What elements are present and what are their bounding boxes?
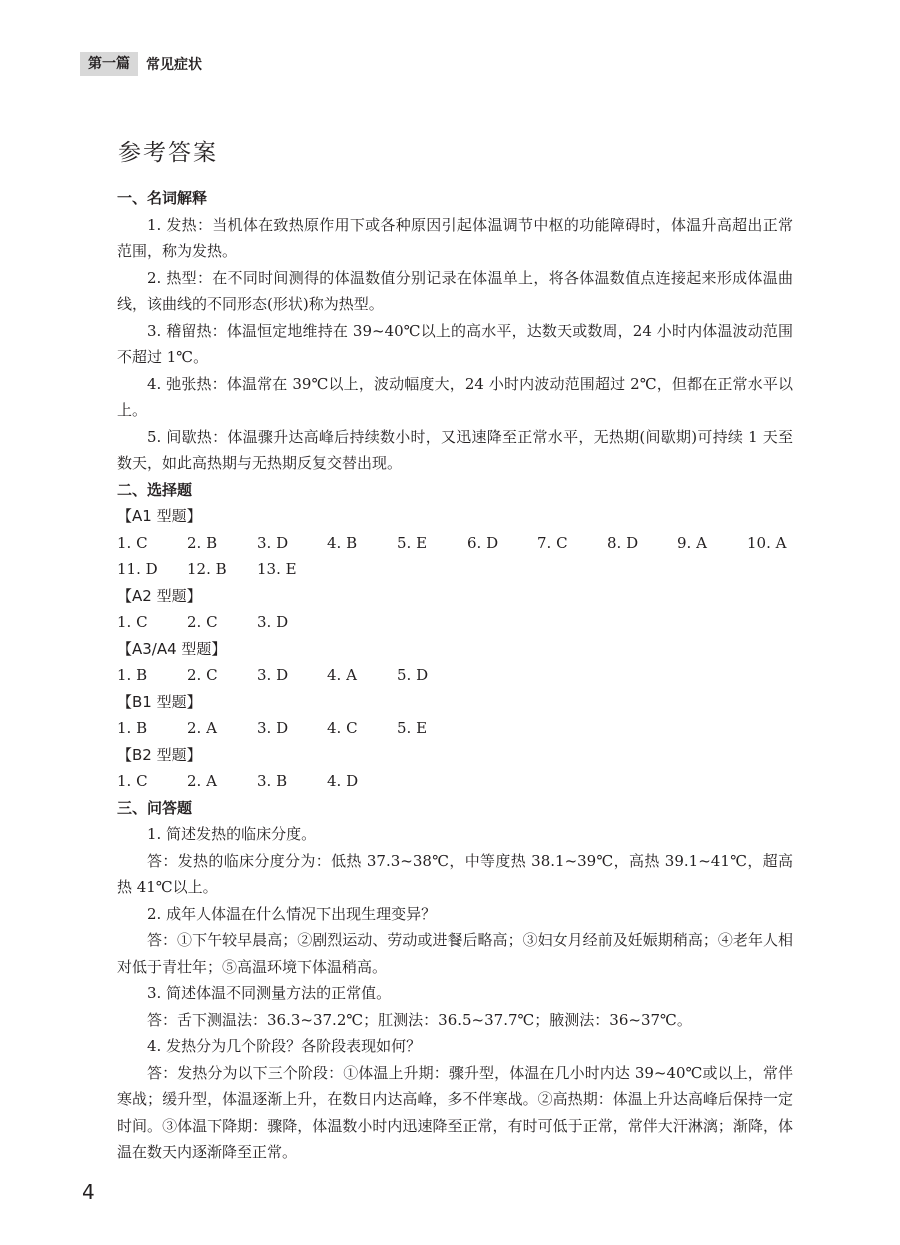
answer-list-a1 [117,530,793,583]
answer-item: 13. E [257,560,297,578]
answer-item: 3. D [257,719,289,737]
answer-item: 10. A [747,533,787,552]
answer-item: 2. C [187,613,218,631]
answer: 答：①下午较早晨高；②剧烈运动、劳动或进餐后略高；③妇女月经前及妊娠期稍高；④老年人相对低于青壮年；⑤高温环境下体温稍高。 [117,931,793,976]
section-heading-definitions: 一、名词解释 [117,189,208,207]
definition-item: 3. 稽留热：体温恒定地维持在 39~40℃以上的高水平，达数天或数周，24 小时内体温波动范围不超过 1℃。 [117,321,793,366]
answer-item: 5. E [397,719,428,737]
answer-item: 1. C [117,772,148,790]
answer-item: 3. D [257,666,289,684]
answer-item: 3. B [257,772,288,790]
answer-item: 6. D [467,533,499,552]
answer-item: 3. D [257,533,289,552]
answer-item: 2. B [187,533,218,552]
group-label-a1: 【A1 型题】 [117,507,202,525]
question: 3. 简述体温不同测量方法的正常值。 [147,984,392,1002]
answer-item: 9. A [677,533,707,552]
chapter-label: 常见症状 [146,57,202,73]
group-label-a2: 【A2 型题】 [117,586,202,605]
section-heading-qa: 三、问答题 [117,798,193,817]
answer-item: 4. A [327,666,357,684]
group-label-b2: 【B2 型题】 [117,745,202,764]
answer-content [117,185,793,1166]
answer-item: 2. A [187,719,217,737]
answer-item: 1. B [117,719,148,737]
answer-item: 2. A [187,772,217,790]
answer: 答：舌下测温法：36.3~37.2℃；肛测法：36.5~37.7℃；腋测法：36~37℃。 [147,1010,692,1029]
part-label: 第一篇 [80,52,138,76]
definition-item: 2. 热型：在不同时间测得的体温数值分别记录在体温单上，将各体温数值点连接起来形成体温曲线，该曲线的不同形态(形状)称为热型。 [117,268,793,313]
answer-item: 1. C [117,613,148,631]
answer-item: 8. D [607,533,639,552]
answer-list-b1 [117,715,793,742]
answer: 答：发热的临床分度分为：低热 37.3~38℃，中等度热 38.1~39℃，高热 39.1~41℃，超高热 41℃以上。 [117,851,793,896]
running-header [80,52,202,76]
answer-item: 4. D [327,772,359,790]
group-label-b1: 【B1 型题】 [117,692,202,711]
answer-item: 11. D [117,560,158,578]
group-label-a3a4: 【A3/A4 型题】 [117,639,227,658]
answer-item: 7. C [537,533,568,552]
answer-item: 2. C [187,666,218,684]
answer-item: 5. D [397,666,429,684]
answer-item: 12. B [187,560,227,578]
answer-item: 1. C [117,533,148,552]
answer-item: 5. E [397,533,428,552]
definition-item: 1. 发热：当机体在致热原作用下或各种原因引起体温调节中枢的功能障碍时，体温升高超出正常范围，称为发热。 [117,215,793,260]
definition-item: 4. 弛张热：体温常在 39℃以上，波动幅度大，24 小时内波动范围超过 2℃，但都在正常水平以上。 [117,374,793,419]
answer: 答：发热分为以下三个阶段：①体温上升期：骤升型，体温在几小时内达 39~40℃或以上，常伴寒战；缓升型，体温逐渐上升，在数日内达高峰，多不伴寒战。②高热期：体温上升达高峰后保持一定时间。③体温下降期：骤降，体温数小时内迅速降至正常，有时可低于正常，常伴大汗淋漓；渐降，体温在数天内逐渐降至正常。 [117,1063,793,1161]
question: 4. 发热分为几个阶段？各阶段表现如何？ [147,1037,422,1055]
page-title: 参考答案 [118,140,218,166]
page-number: 4 [82,1180,95,1204]
answer-item: 1. B [117,666,148,684]
answer-item: 3. D [257,613,289,631]
answer-item: 4. C [327,719,358,737]
section-heading-choices: 二、选择题 [117,480,193,499]
answer-item: 4. B [327,533,358,552]
question: 2. 成年人体温在什么情况下出现生理变异？ [147,904,437,923]
question: 1. 简述发热的临床分度。 [147,825,317,843]
answer-list-a3a4 [117,662,793,689]
answer-list-b2 [117,768,793,795]
definition-item: 5. 间歇热：体温骤升达高峰后持续数小时，又迅速降至正常水平，无热期(间歇期)可持续 1 天至数天，如此高热期与无热期反复交替出现。 [117,427,793,472]
answer-list-a2 [117,609,793,636]
